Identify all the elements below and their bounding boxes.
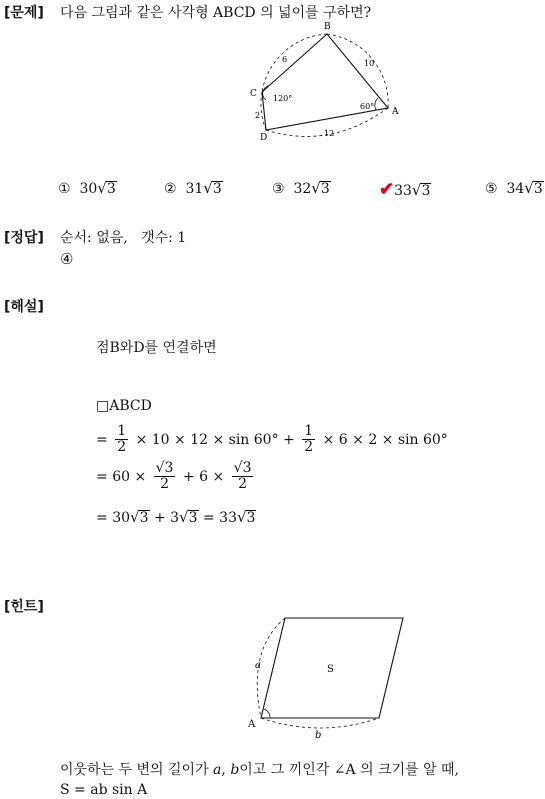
line3-term-2: + 3 [153, 510, 180, 526]
solution-line-3: = 30√3 + 3√3 = 33√3 [96, 508, 256, 526]
sqrt-icon: √ [311, 179, 321, 197]
option-5-radicand: 3 [533, 181, 543, 197]
problem-tag: [문제] [4, 5, 44, 21]
option-1-marker: ① [58, 181, 71, 197]
answer-value: ④ [60, 250, 74, 268]
line1-part-b: × 6 × 2 × sin 60° [322, 431, 448, 448]
option-5-coef: 34 [506, 181, 525, 197]
line2-part-b: + 6 × [182, 468, 225, 485]
side-da-label: 12 [324, 129, 335, 138]
hint-tag: [힌트] [4, 599, 44, 615]
option-1[interactable] [58, 179, 117, 197]
equals-sign: = [96, 468, 108, 485]
label-side-a: a [255, 660, 261, 671]
hint-comma: , [221, 762, 226, 778]
angle-c-arc [263, 86, 268, 100]
problem-question: 다음 그림과 같은 사각형 ABCD 의 넓이를 구하면? [60, 5, 372, 21]
label-a-vertex: A [248, 719, 256, 730]
option-2-marker: ② [164, 181, 177, 197]
area-label: □ABCD [96, 398, 152, 414]
sqrt-icon: √ [203, 179, 213, 197]
parallelogram-figure [245, 610, 415, 745]
quad-sides [262, 34, 388, 130]
label-side-b: b [315, 730, 322, 741]
check-mark-icon: ✔ [379, 179, 395, 200]
sqrt-icon: √ [179, 508, 189, 526]
label-d: D [260, 133, 268, 140]
option-2-coef: 31 [185, 181, 204, 197]
option-4-coef: 33 [394, 183, 412, 199]
sqrt-icon: √ [97, 179, 107, 197]
angle-a-arc [375, 98, 378, 110]
sqrt-icon: √ [130, 508, 140, 526]
line1-part-a: × 10 × 12 × sin 60° + [135, 431, 295, 448]
angle-a-arc [264, 709, 270, 718]
solution-line-2 [96, 461, 256, 493]
option-1-radicand: 3 [106, 181, 116, 197]
hint-text-after: 이고 그 끼인각 ∠A 의 크기를 알 때, [239, 762, 460, 778]
option-5[interactable] [485, 179, 544, 197]
option-3-coef: 32 [293, 181, 312, 197]
side-b-brace [261, 718, 379, 728]
circle-arc [261, 34, 388, 130]
option-5-marker: ⑤ [485, 181, 498, 197]
equals-sign: = [96, 431, 108, 448]
answer-tag: [정답] [4, 230, 44, 246]
solution-line-1 [96, 424, 448, 456]
label-s: S [327, 664, 334, 675]
sqrt-icon: √ [236, 508, 247, 526]
line3-term-3: = 33 [202, 510, 237, 526]
solution-tag: [해설] [4, 299, 44, 315]
line3-term-1: 30 [112, 510, 131, 526]
label-c: C [250, 89, 257, 99]
line2-part-a: 60 × [112, 468, 147, 485]
equals-sign: = [96, 510, 108, 526]
option-4[interactable] [379, 179, 431, 200]
side-cd-label: 2 [255, 111, 261, 120]
sqrt-icon: √ [524, 179, 534, 197]
option-2-radicand: 3 [212, 181, 222, 197]
hint-text [60, 759, 459, 779]
side-ba-label: 10 [364, 59, 375, 68]
option-2[interactable] [164, 179, 223, 197]
option-3[interactable] [272, 179, 331, 197]
hint-var-b: b [230, 762, 240, 778]
hint-text-before: 이웃하는 두 변의 길이가 [60, 762, 209, 778]
fraction-sqrt3-over-2-b: $\frac{√3}{2}$ [233, 460, 252, 493]
option-4-radicand: 3 [421, 183, 431, 199]
hint-var-a: a [213, 762, 222, 778]
answer-line: 순서: 없음, 갯수: 1 [60, 230, 187, 246]
option-3-marker: ③ [272, 181, 285, 197]
side-cb-label: 6 [282, 55, 288, 64]
label-a: A [392, 107, 399, 117]
hint-formula: S = ab sin A [60, 782, 148, 798]
fraction-half-2: $\frac{1}{2}$ [304, 423, 314, 456]
label-b: B [324, 22, 331, 32]
sqrt-icon: √ [411, 181, 422, 199]
angle-a-label: 60° [360, 102, 375, 111]
option-1-coef: 30 [79, 181, 98, 197]
fraction-sqrt3-over-2: $\frac{√3}{2}$ [155, 460, 174, 493]
option-3-radicand: 3 [320, 181, 330, 197]
fraction-half: $\frac{1}{2}$ [117, 423, 127, 456]
quadrilateral-figure [240, 20, 410, 140]
solution-intro: 점B와D를 연결하면 [96, 340, 217, 356]
angle-c-label: 120° [273, 94, 293, 103]
